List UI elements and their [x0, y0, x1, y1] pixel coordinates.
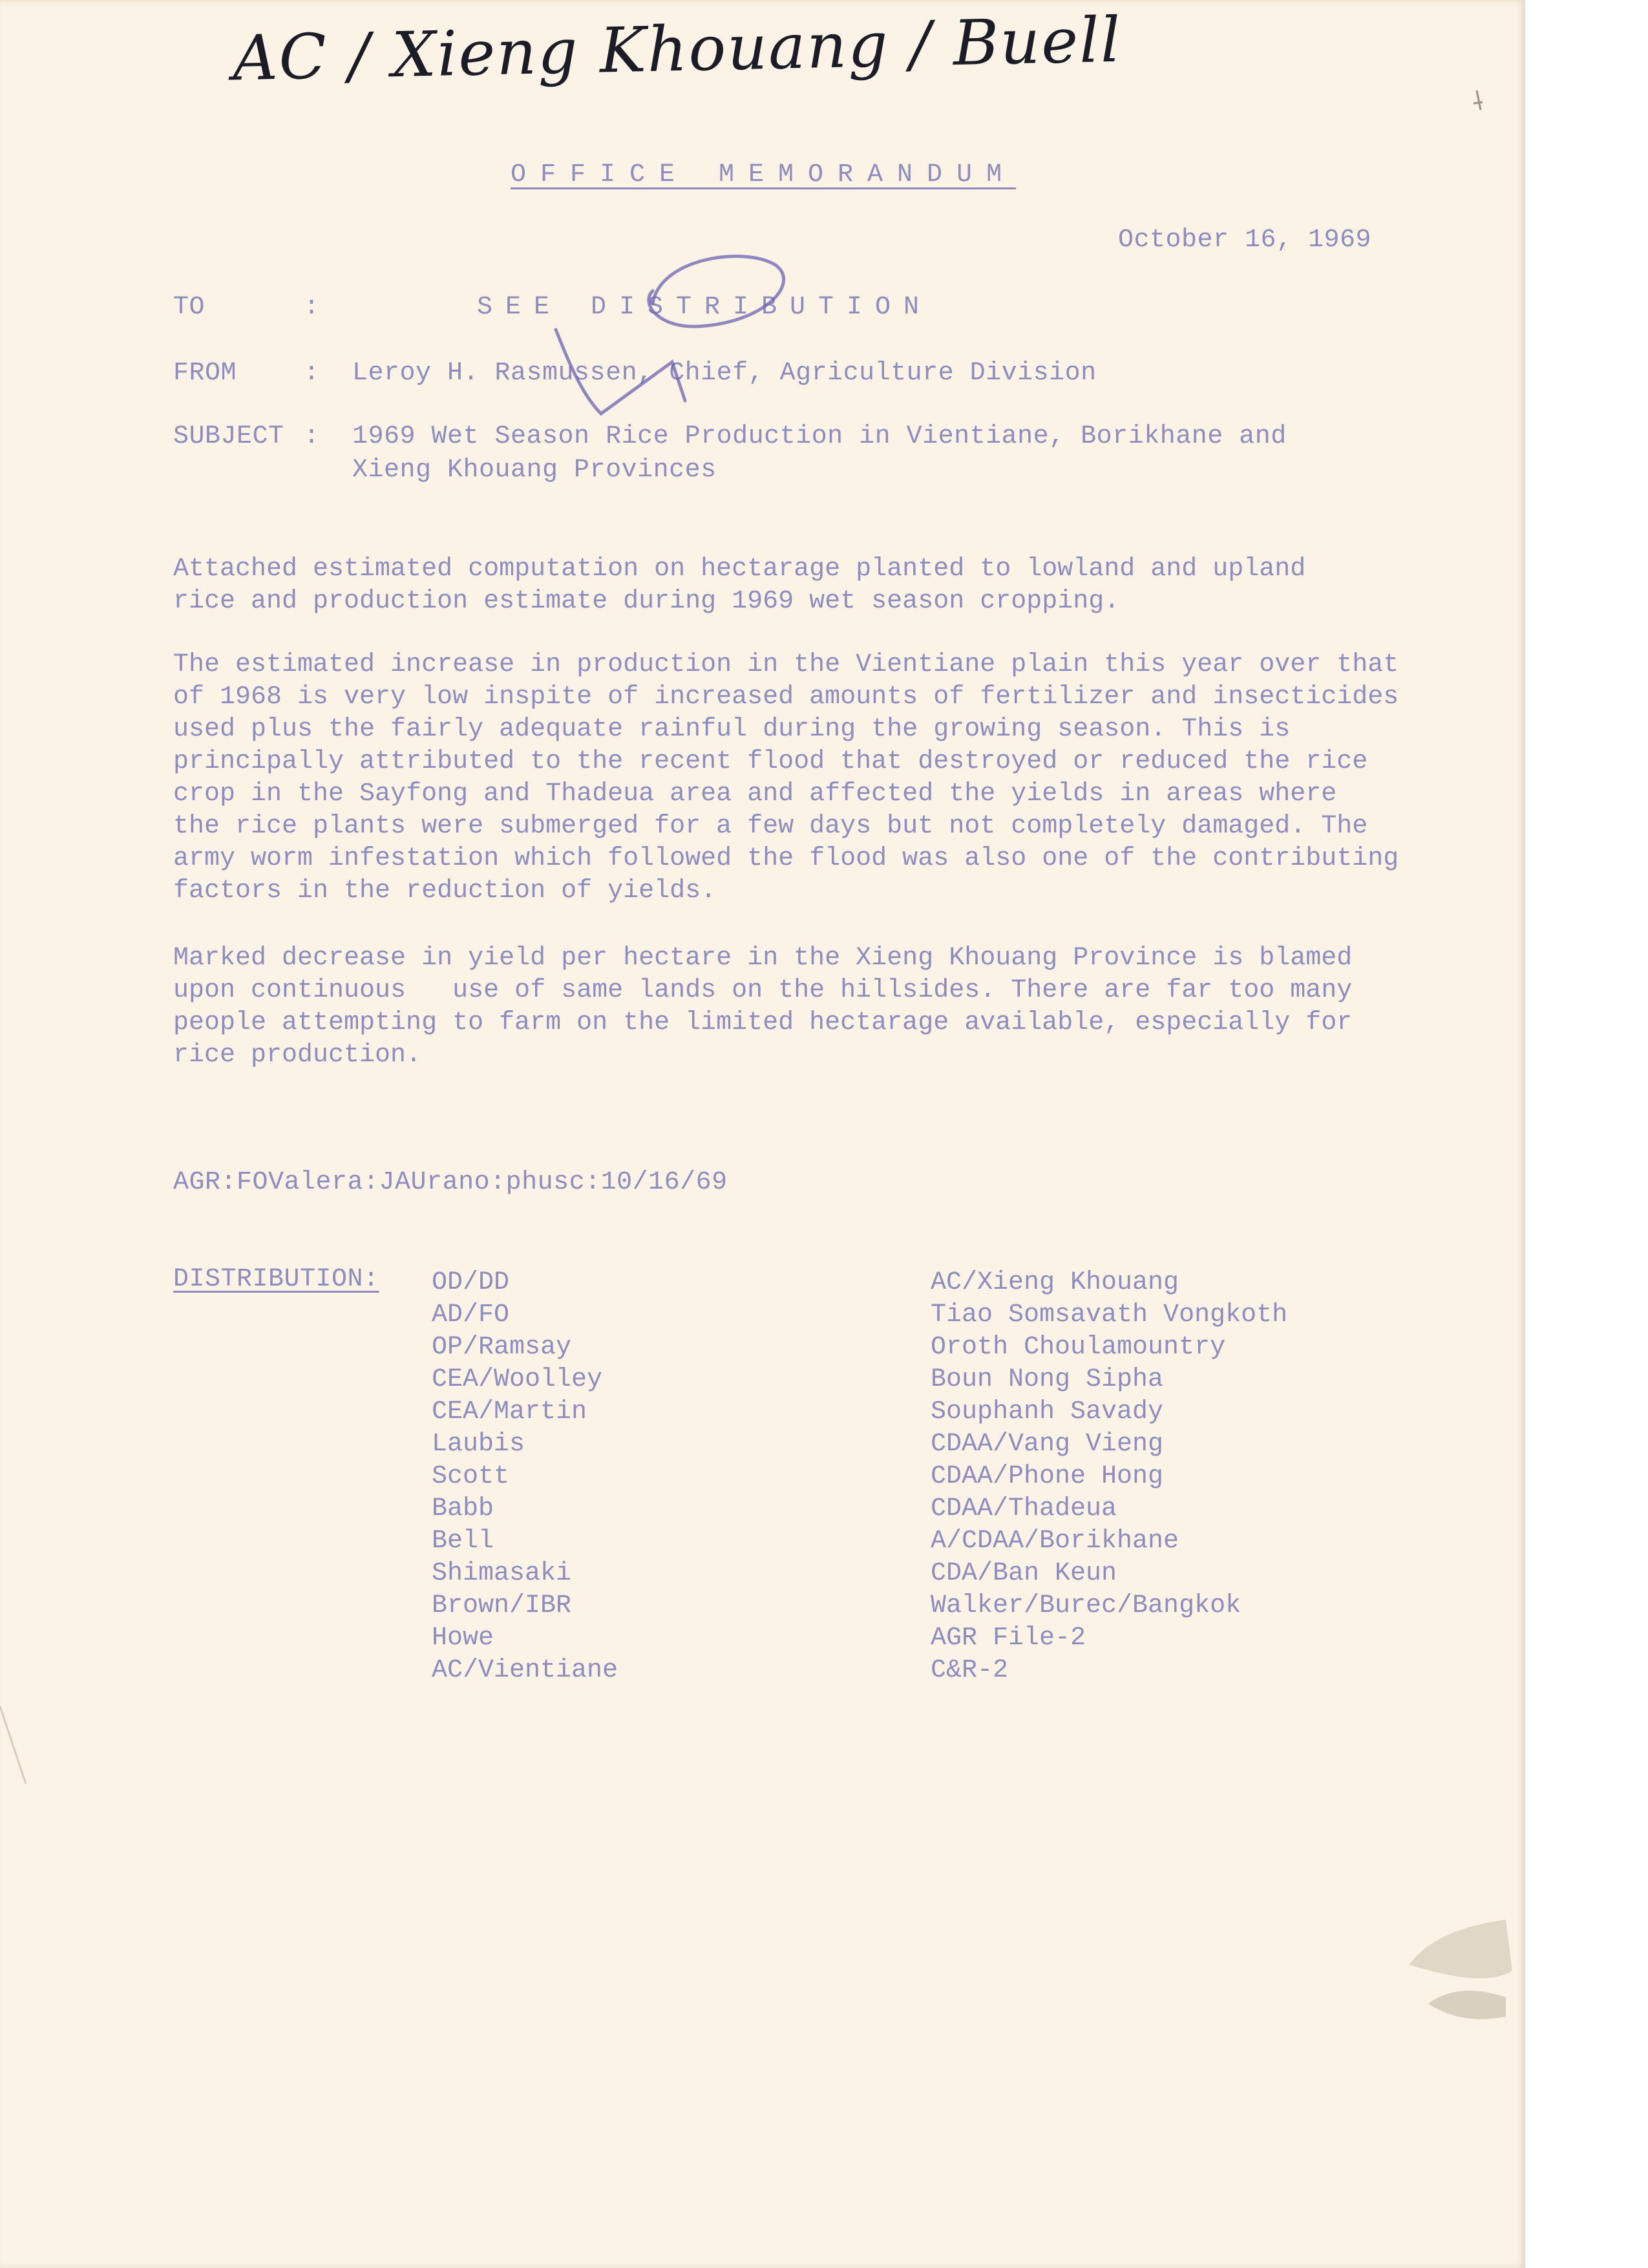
from-separator: :: [304, 359, 320, 388]
distribution-recipient: AC/Xieng Khouang: [931, 1268, 1179, 1297]
distribution-recipient: Brown/IBR: [432, 1591, 572, 1620]
distribution-recipient: Shimasaki: [432, 1559, 572, 1588]
paragraph-line: used plus the fairly adequate rainful during the growing season. This is: [173, 715, 1291, 744]
subject-separator: :: [304, 422, 320, 451]
distribution-recipient: AGR File-2: [931, 1624, 1086, 1653]
paragraph-line: army worm infestation which followed the flood was also one of the contributing: [173, 844, 1399, 873]
distribution-list-1: [432, 1267, 618, 1687]
distribution-recipient: CEA/Woolley: [432, 1365, 603, 1394]
distribution-recipient: CEA/Martin: [432, 1397, 587, 1426]
paragraph-line: Attached estimated computation on hectarage planted to lowland and upland: [173, 555, 1306, 584]
distribution-recipient: Babb: [432, 1494, 494, 1523]
distribution-label: DISTRIBUTION:: [173, 1265, 379, 1294]
distribution-recipient: Laubis: [432, 1430, 525, 1459]
distribution-recipient: AD/FO: [432, 1300, 510, 1330]
distribution-recipient: Walker/Burec/Bangkok: [931, 1591, 1241, 1620]
paragraph-line: of 1968 is very low inspite of increased amounts of fertilizer and insecticides: [173, 683, 1399, 712]
paragraph-line: principally attributed to the recent flood that destroyed or reduced the rice: [173, 747, 1368, 776]
paragraph-line: The estimated increase in production in the Vientiane plain this year over that: [173, 650, 1399, 679]
paragraph-line: the rice plants were submerged for a few days but not completely damaged. The: [173, 812, 1368, 841]
distribution-recipient: Scott: [432, 1462, 510, 1491]
distribution-recipient: CDAA/Vang Vieng: [931, 1430, 1164, 1459]
paragraph-1: [173, 553, 1485, 618]
distribution-recipient: Tiao Somsavath Vongkoth: [931, 1300, 1288, 1330]
to-label: TO: [173, 293, 206, 322]
paragraph-line: crop in the Sayfong and Thadeua area and affected the yields in areas where: [173, 779, 1337, 809]
memo-date: October 16, 1969: [1118, 226, 1372, 255]
scan-margin: [1525, 0, 1648, 2268]
distribution-recipient: A/CDAA/Borikhane: [931, 1527, 1179, 1556]
subject-line-2: Xieng Khouang Provinces: [352, 456, 717, 485]
distribution-recipient: Souphanh Savady: [931, 1397, 1164, 1426]
to-separator: :: [304, 293, 320, 322]
distribution-recipient: Bell: [432, 1527, 494, 1556]
subject-line-1: 1969 Wet Season Rice Production in Vientiane, Borikhane and: [352, 422, 1287, 451]
paragraph-line: upon continuous use of same lands on the hillsides. There are far too many: [173, 976, 1353, 1005]
paragraph-2: [173, 649, 1485, 907]
distribution-recipient: AC/Vientiane: [432, 1656, 618, 1685]
from-label: FROM: [173, 359, 237, 388]
memo-title: OFFICE MEMORANDUM: [511, 160, 1017, 189]
reference-initials: AGR:FOValera:JAUrano:phusc:10/16/69: [173, 1168, 728, 1197]
distribution-recipient: OP/Ramsay: [432, 1333, 572, 1362]
to-value: SEE DISTRIBUTION: [477, 293, 933, 322]
distribution-recipient: Howe: [432, 1624, 494, 1653]
distribution-recipient: CDAA/Phone Hong: [931, 1462, 1164, 1491]
paragraph-line: rice and production estimate during 1969 wet season cropping.: [173, 587, 1120, 616]
subject-label: SUBJECT: [173, 422, 284, 451]
paragraph-line: factors in the reduction of yields.: [173, 876, 717, 906]
distribution-recipient: CDAA/Thadeua: [931, 1494, 1117, 1523]
distribution-recipient: OD/DD: [432, 1268, 510, 1297]
paragraph-3: [173, 942, 1485, 1072]
paragraph-line: people attempting to farm on the limited hectarage available, especially for: [173, 1008, 1353, 1037]
from-value: Leroy H. Rasmussen, Chief, Agriculture Division: [352, 359, 1097, 388]
handwritten-file-label: AC / Xieng Khouang / Buell: [231, 3, 1123, 95]
paragraph-line: Marked decrease in yield per hectare in the Xieng Khouang Province is blamed: [173, 944, 1353, 973]
distribution-list-2: [931, 1267, 1287, 1687]
distribution-recipient: Boun Nong Sipha: [931, 1365, 1164, 1394]
distribution-recipient: CDA/Ban Keun: [931, 1559, 1117, 1588]
distribution-recipient: Oroth Choulamountry: [931, 1333, 1226, 1362]
paragraph-line: rice production.: [173, 1041, 422, 1070]
distribution-recipient: C&R-2: [931, 1656, 1009, 1685]
